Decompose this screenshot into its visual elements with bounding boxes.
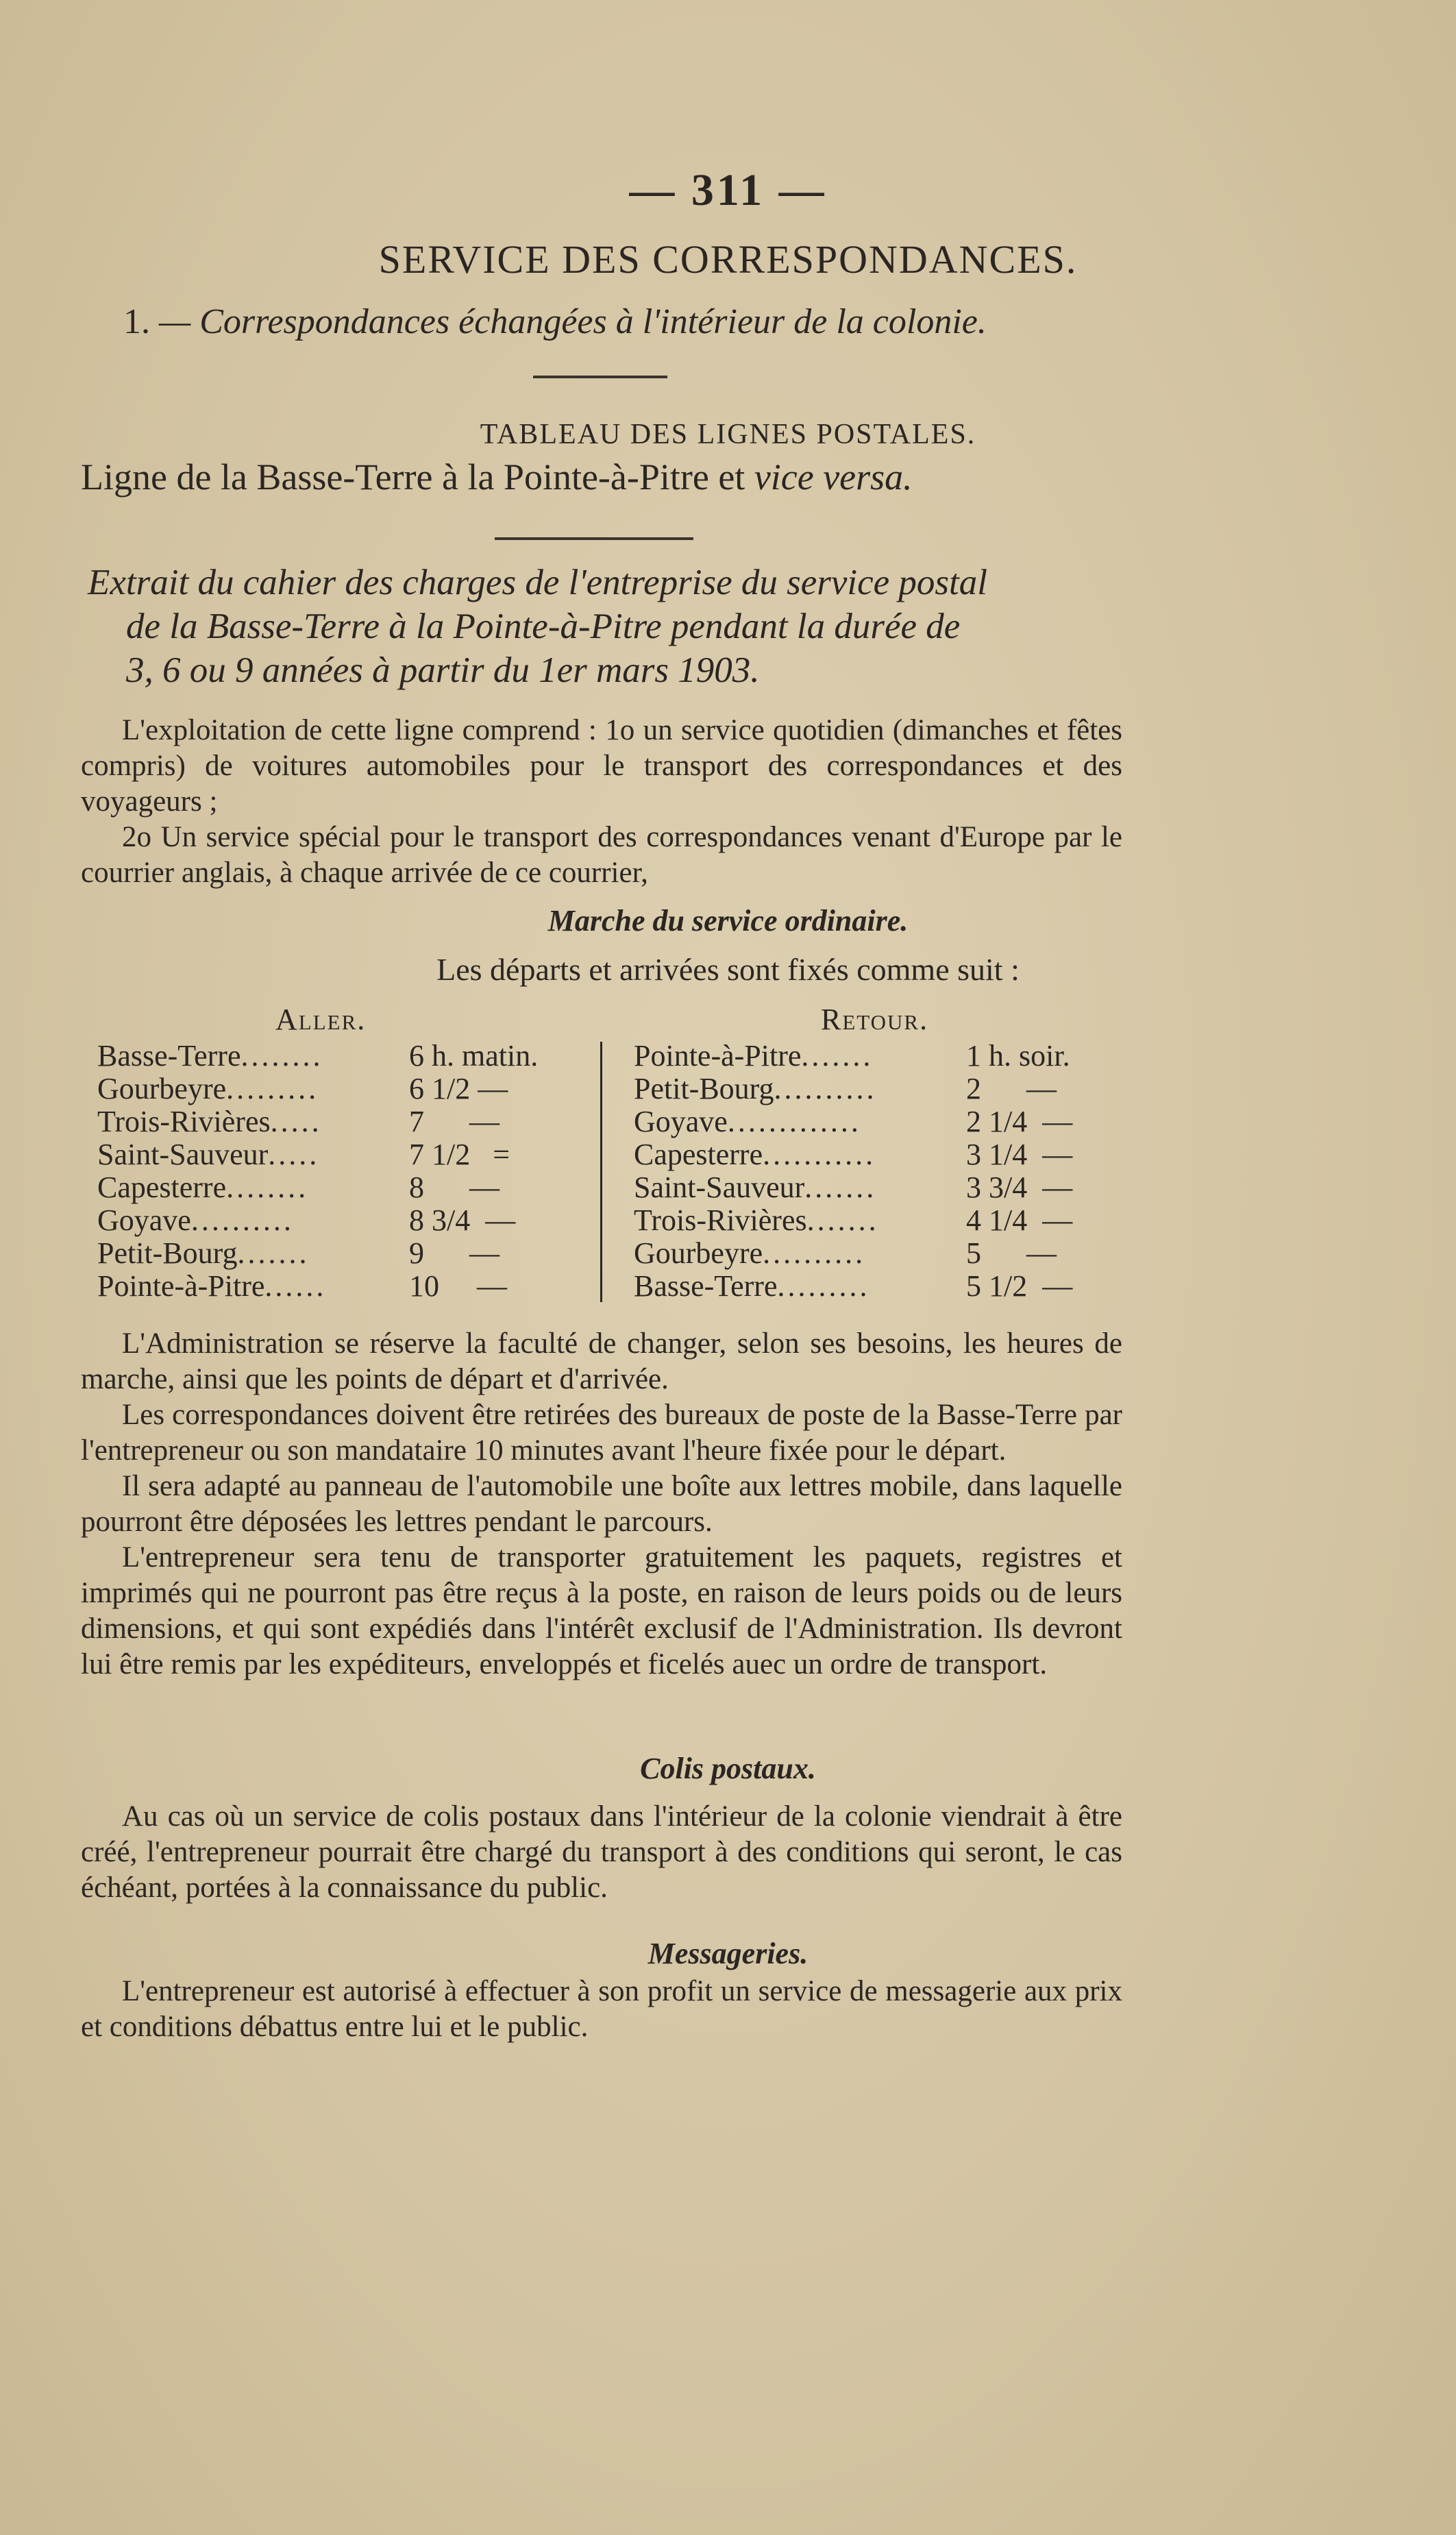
schedule-stop: Pointe-à-Pitre: [97, 1269, 265, 1303]
schedule-row: [634, 1104, 1073, 1139]
schedule-row: [97, 1203, 516, 1238]
messageries-heading: Messageries.: [647, 1937, 809, 1970]
schedule-row: [634, 1269, 1073, 1303]
schedule-time: 1 h. soir.: [966, 1039, 1070, 1073]
schedule-stop: Saint-Sauveur: [634, 1171, 805, 1204]
schedule-stop: Basse-Terre: [634, 1269, 778, 1303]
schedule-time: 7 —: [409, 1105, 499, 1138]
schedule-row: [97, 1071, 508, 1106]
extract-line: Extrait du cahier des charges de l'entreprise du service postal: [88, 563, 987, 602]
schedule-row: [97, 1038, 539, 1073]
schedule-time: 3 1/4 —: [966, 1138, 1073, 1171]
marche-heading: Marche du service ordinaire.: [547, 904, 909, 938]
schedule-dots: ...........: [763, 1138, 876, 1171]
extract-line: de la Basse-Terre à la Pointe-à-Pitre pendant la durée de: [126, 607, 961, 646]
rule-paragraph: Les correspondances doivent être retirées des bureaux de poste de la Basse-Terre par l'entrepreneur ou son mandataire 10 minutes avant l'heure fixée pour le départ.: [81, 1399, 1122, 1467]
schedule-dots: .......: [804, 1171, 877, 1204]
intro-paragraphs: [81, 713, 1122, 891]
schedule-stop: Capesterre: [634, 1138, 763, 1171]
schedule-stop: Capesterre: [97, 1171, 227, 1204]
page-title: SERVICE DES CORRESPONDANCES.: [378, 237, 1078, 282]
rule-paragraph: L'Administration se réserve la faculté de changer, selon ses besoins, les heures de marche, ainsi que les points de départ et d'arrivée.: [81, 1327, 1122, 1395]
schedule-row: [97, 1269, 507, 1303]
schedule-dots: ..........: [763, 1236, 866, 1270]
schedule-stop: Trois-Rivières: [97, 1105, 271, 1138]
messageries-paragraph: [81, 1974, 1122, 2045]
section-number: 1.: [123, 302, 150, 341]
schedule-row: [97, 1137, 510, 1172]
schedule-dots: .............: [727, 1105, 861, 1138]
schedule-row: [634, 1203, 1073, 1238]
schedule-dots: .........: [777, 1269, 870, 1303]
divider: [533, 376, 667, 378]
schedule-stop: Gourbeyre: [97, 1072, 227, 1105]
colis-text: Au cas où un service de colis postaux dans l'intérieur de la colonie viendrait à être créé, l'entrepreneur pourrait être chargé du transport à des conditions qui seront, le cas échéant, portées à la connaissance du public.: [81, 1800, 1122, 1904]
schedule-time: 3 3/4 —: [966, 1171, 1073, 1204]
page-number: — 311 —: [629, 165, 827, 215]
extract-line: 3, 6 ou 9 années à partir du 1er mars 1903.: [126, 650, 760, 690]
schedule-stop: Goyave: [97, 1203, 191, 1237]
schedule-stop: Pointe-à-Pitre: [634, 1039, 802, 1073]
schedule-time: 10 —: [409, 1269, 507, 1303]
schedule-stop: Gourbeyre: [634, 1236, 763, 1270]
schedule-dots: ..........: [774, 1072, 877, 1105]
rule-paragraph: Il sera adapté au panneau de l'automobile une boîte aux lettres mobile, dans laquelle pourront être déposées les lettres pendant le parcours.: [81, 1470, 1122, 1538]
aller-header: Aller.: [275, 1003, 367, 1036]
schedule-dots: .........: [226, 1072, 319, 1105]
schedule-stop: Petit-Bourg: [97, 1236, 238, 1270]
retour-header: Retour.: [821, 1003, 929, 1036]
schedule-dots: .....: [268, 1138, 320, 1171]
schedule-row: [634, 1170, 1073, 1205]
rules-paragraphs: [81, 1326, 1122, 1682]
schedule-dots: .......: [806, 1203, 879, 1237]
schedule-row: [97, 1236, 499, 1271]
schedule-time: 6 1/2 —: [409, 1072, 508, 1105]
schedule-dots: .......: [237, 1236, 310, 1270]
schedule-time: 2 1/4 —: [966, 1105, 1073, 1138]
section-subtitle-text: — Correspondances échangées à l'intérieur de la colonie.: [159, 302, 987, 341]
schedule-row: [634, 1236, 1057, 1271]
schedule-stop: Goyave: [634, 1105, 728, 1138]
schedule-dots: .....: [270, 1105, 322, 1138]
schedule-row: [97, 1170, 499, 1205]
colis-paragraph: [81, 1799, 1122, 1906]
schedule-stop: Trois-Rivières: [634, 1203, 807, 1237]
schedule-dots: .......: [801, 1039, 874, 1073]
departs-line: Les départs et arrivées sont fixés comme suit :: [436, 952, 1020, 987]
intro-paragraph: L'exploitation de cette ligne comprend : 1o un service quotidien (dimanches et fêtes compris) de voitures automobiles pour le transport des correspondances et des voyageurs ;: [81, 714, 1122, 818]
schedule-time: 6 h. matin.: [409, 1039, 539, 1073]
schedule-stop: Saint-Sauveur: [97, 1138, 269, 1171]
schedule-stop: Petit-Bourg: [634, 1072, 774, 1105]
line-title: [81, 456, 913, 498]
messageries-text: L'entrepreneur est autorisé à effectuer à son profit un service de messagerie aux prix et conditions débattus entre lui et le public.: [81, 1975, 1122, 2043]
schedule-time: 9 —: [409, 1236, 499, 1270]
schedule-dots: ..........: [190, 1203, 294, 1237]
schedule-time: 2 —: [966, 1072, 1057, 1105]
section-subtitle: [123, 302, 987, 342]
colis-heading: Colis postaux.: [640, 1752, 816, 1785]
schedule-time: 8 3/4 —: [409, 1203, 516, 1237]
line-title-italic: vice versa.: [754, 456, 913, 498]
schedule-row: [634, 1071, 1057, 1106]
extract-block: [88, 561, 1376, 692]
schedule-row: [634, 1038, 1070, 1073]
intro-paragraph: 2o Un service spécial pour le transport des correspondances venant d'Europe par le courrier anglais, à chaque arrivée de ce courrier,: [81, 821, 1122, 889]
table-title: TABLEAU DES LIGNES POSTALES.: [480, 419, 976, 450]
schedule-dots: ........: [240, 1039, 323, 1073]
schedule-time: 5 —: [966, 1236, 1057, 1270]
line-title-text: Ligne de la Basse-Terre à la Pointe-à-Pitre et: [81, 456, 754, 498]
divider: [495, 537, 693, 540]
schedule-stop: Basse-Terre: [97, 1039, 241, 1073]
schedule-time: 5 1/2 —: [966, 1269, 1073, 1303]
schedule-row: [97, 1104, 499, 1139]
schedule-dots: ........: [226, 1171, 309, 1204]
schedule-divider: [600, 1042, 602, 1302]
schedule-time: 4 1/4 —: [966, 1203, 1073, 1237]
schedule-dots: ......: [264, 1269, 327, 1303]
rule-paragraph: L'entrepreneur sera tenu de transporter gratuitement les paquets, registres et imprimés qui ne pourront pas être reçus à la poste, en raison de leurs poids ou de leurs dimensions, et qui sont expédiés dans l'intérêt exclusif de l'Administration. Ils devront lui être remis par les expéditeurs, enveloppés et ficelés auec un ordre de transport.: [81, 1541, 1122, 1680]
schedule-row: [634, 1137, 1073, 1172]
schedule-time: 7 1/2 =: [409, 1138, 510, 1171]
schedule-time: 8 —: [409, 1171, 499, 1204]
